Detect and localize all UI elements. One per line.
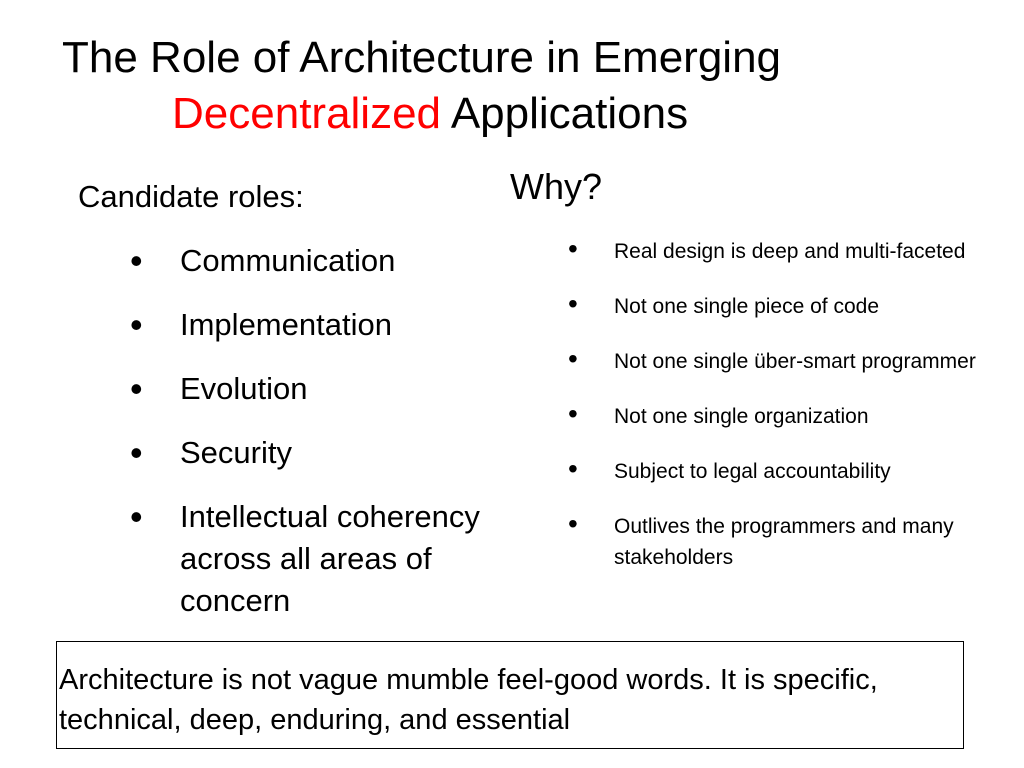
list-item [130, 496, 530, 622]
list-item-text: Not one single organization [614, 405, 869, 428]
bullet-icon: • [568, 508, 578, 539]
title-line-2 [62, 86, 962, 142]
bullet-icon: • [568, 453, 578, 484]
list-item-text: Not one single piece of code [614, 295, 880, 318]
candidate-roles-list [130, 240, 530, 644]
title-line-1: The Role of Architecture in Emerging [62, 33, 782, 82]
list-item-text: Real design is deep and multi-faceted [614, 240, 966, 263]
bullet-icon: • [130, 304, 143, 345]
bullet-icon: • [568, 343, 578, 374]
why-list [568, 233, 978, 597]
list-item [568, 233, 978, 267]
list-item-text: Outlives the programmers and many stakeholders [614, 515, 954, 569]
list-item-text: Security [180, 435, 292, 470]
list-item [130, 368, 530, 410]
list-item-text: Implementation [180, 307, 392, 342]
bullet-icon: • [130, 240, 143, 281]
summary-note-box: Architecture is not vague mumble feel-good words. It is specific, technical, deep, enduring, and essential [56, 641, 964, 749]
list-item [568, 398, 978, 432]
title-highlight-word: Decentralized [172, 89, 442, 138]
list-item [568, 343, 978, 377]
title-line-2-rest: Applications [441, 89, 689, 138]
list-item [568, 453, 978, 487]
list-item-text: Not one single über-smart programmer [614, 350, 976, 373]
bullet-icon: • [130, 368, 143, 409]
slide-title [62, 30, 962, 142]
bullet-icon: • [568, 398, 578, 429]
list-item [568, 288, 978, 322]
bullet-icon: • [568, 233, 578, 264]
bullet-icon: • [568, 288, 578, 319]
bullet-icon: • [130, 496, 143, 537]
list-item-text: Subject to legal accountability [614, 460, 891, 483]
list-item [130, 304, 530, 346]
bullet-icon: • [130, 432, 143, 473]
list-item-text: Intellectual coherency across all areas of concern [180, 499, 480, 618]
list-item-text: Evolution [180, 371, 308, 406]
list-item [130, 432, 530, 474]
why-heading: Why? [510, 166, 603, 207]
list-item [568, 508, 978, 573]
list-item [130, 240, 530, 282]
candidate-roles-heading: Candidate roles: [78, 179, 304, 214]
list-item-text: Communication [180, 243, 396, 278]
